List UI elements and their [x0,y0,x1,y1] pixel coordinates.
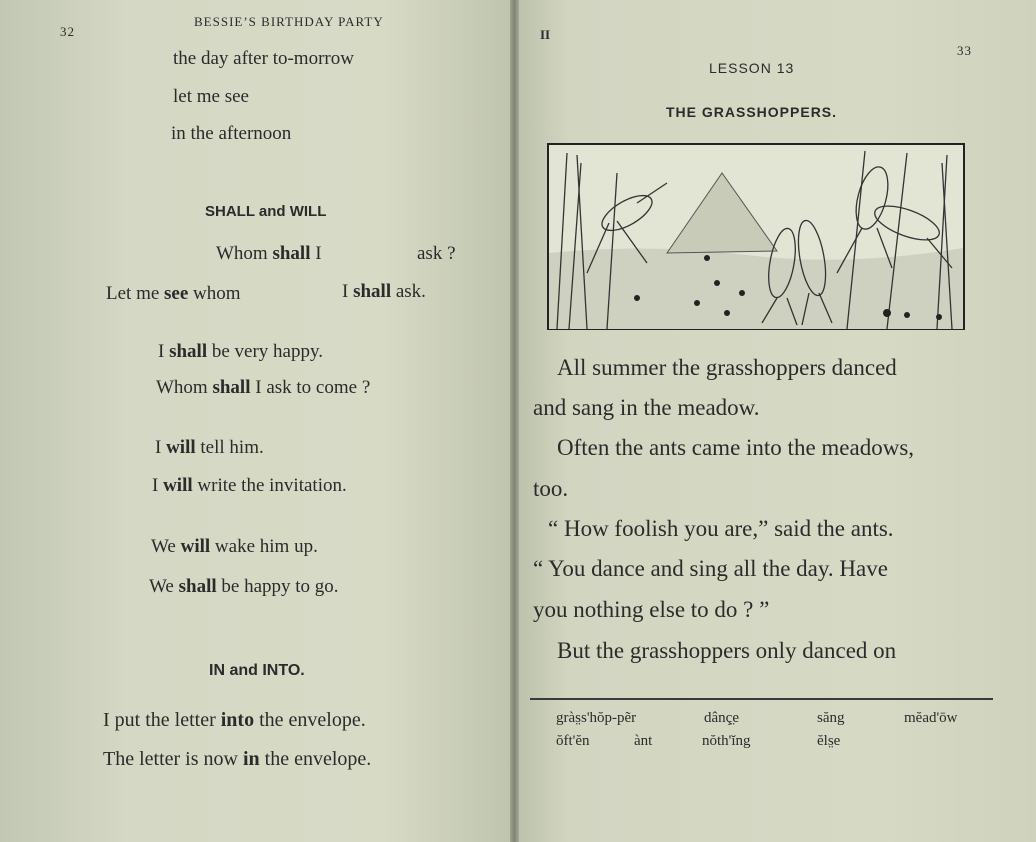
example-row-2: Let me see whom [106,283,241,304]
example-row-1-end: ask ? [417,243,456,264]
sentence-will-1: I will tell him. [155,437,264,458]
phrase-3: in the afternoon [171,123,292,144]
body-line-7: you nothing else to do ? ” [533,597,770,622]
sentence-shall-3: We shall be happy to go. [149,576,339,597]
sentence-will-2: I will write the invitation. [152,475,347,496]
pronunciation-ant: ànt [634,733,653,749]
pronunciation-else: ĕls̤e [817,733,841,749]
pronunciation-sang: săng [817,710,845,726]
example-row-1: Whom shall I [216,243,322,264]
running-head: BESSIE’S BIRTHDAY PARTY [194,14,384,29]
footnote-divider [530,698,993,700]
sentence-will-3: We will wake him up. [151,536,318,557]
phrase-1: the day after to-morrow [173,48,354,69]
section-mark: II [540,27,551,42]
pronunciation-meadow: mĕad'ōw [904,710,958,726]
page-number-right: 33 [957,43,972,58]
lesson-title: THE GRASSHOPPERS. [666,104,838,120]
body-line-5: “ How foolish you are,” said the ants. [548,516,894,541]
sentence-in: The letter is now in the envelope. [103,748,372,770]
body-line-1: All summer the grasshoppers danced [557,355,897,380]
sentence-into: I put the letter into the envelope. [103,709,366,731]
pronunciation-grasshopper: gràs̤s'hŏp-pẽr [556,710,637,726]
sentence-shall-1: I shall be very happy. [158,341,324,362]
body-line-4: too. [533,476,569,501]
pronunciation-often: ŏft'ĕn [556,733,590,749]
grasshoppers-illustration [547,143,965,330]
body-line-3: Often the ants came into the meadows, [557,435,915,460]
section-title-shall-will: SHALL and WILL [205,203,327,220]
phrase-2: let me see [173,86,249,107]
body-line-6: “ You dance and sing all the day. Have [533,556,888,581]
lesson-heading: LESSON 13 [709,60,795,76]
sentence-shall-2: Whom shall I ask to come ? [156,377,371,398]
section-title-in-into: IN and INTO. [209,662,305,679]
body-line-2: and sang in the meadow. [533,395,760,420]
pronunciation-nothing: nŏth'ĭng [702,733,751,749]
body-line-8: But the grasshoppers only danced on [557,638,897,663]
pronunciation-dance: dânç̤e [704,710,739,726]
page-number-left: 32 [60,24,75,39]
example-row-2-end: I shall ask. [342,281,426,302]
book-gutter [510,0,519,842]
